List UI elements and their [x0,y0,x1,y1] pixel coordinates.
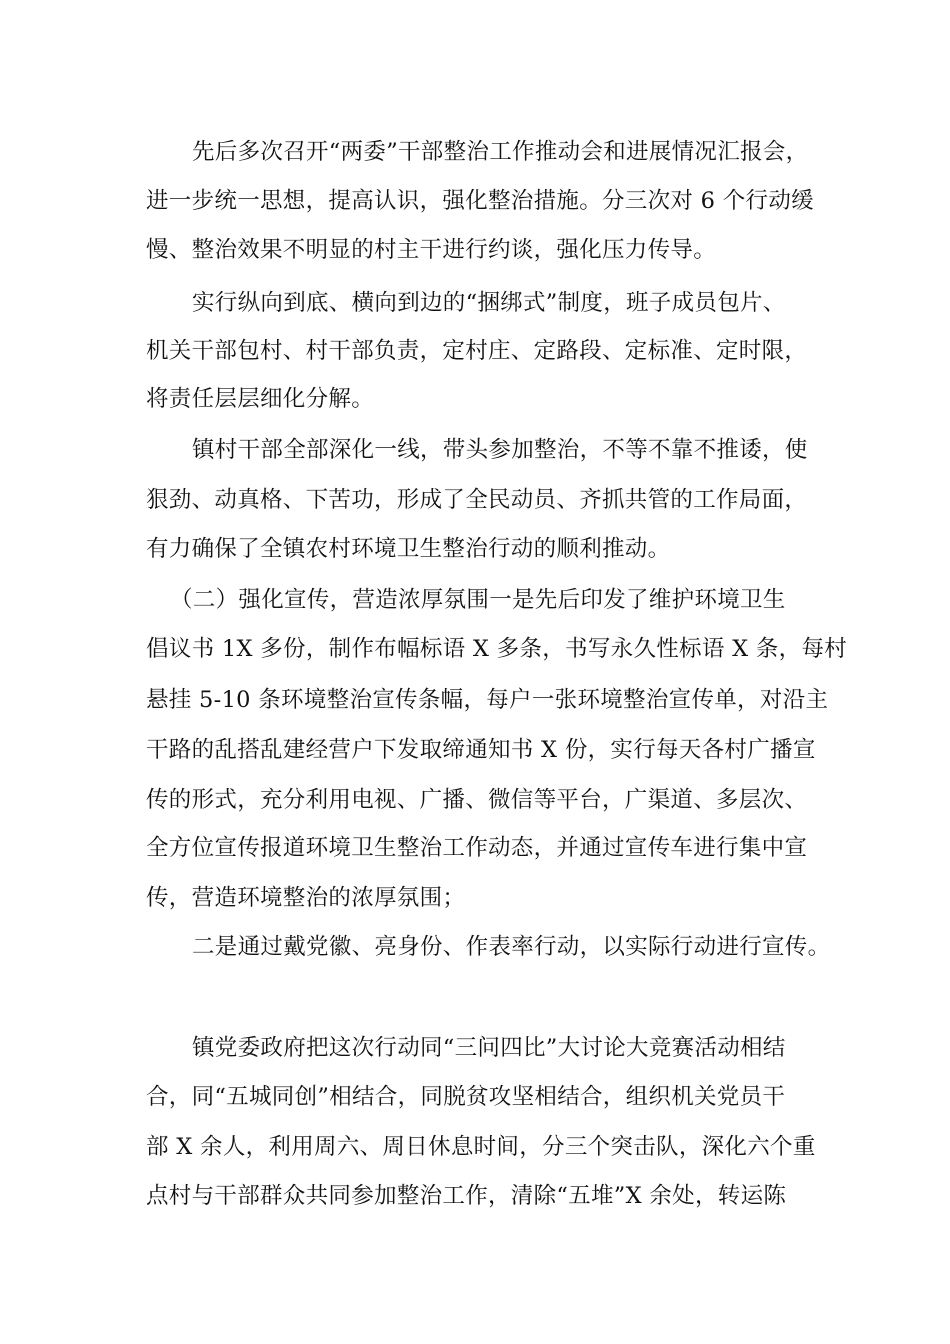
paragraph-2-line-3: 将责任层层细化分解。 [146,386,375,412]
paragraph-1-line-1: 先后多次召开“两委”干部整治工作推动会和进展情况汇报会， [192,139,809,165]
paragraph-4-line-7: 传，营造环境整治的浓厚氛围； [146,885,466,911]
paragraph-2-line-1: 实行纵向到底、横向到边的“捆绑式”制度，班子成员包片、 [192,290,786,316]
paragraph-3-line-2: 狠劲、动真格、下苦功，形成了全民动员、齐抓共管的工作局面， [146,487,808,513]
paragraph-6-line-3: 部 X 余人，利用周六、周日休息时间，分三个突击队，深化六个重 [146,1134,816,1160]
paragraph-2-line-2: 机关干部包村、村干部负责，定村庄、定路段、定标准、定时限， [146,338,808,364]
paragraph-4-line-6: 全方位宣传报道环境卫生整治工作动态，并通过宣传车进行集中宣 [146,835,808,861]
paragraph-6-line-1: 镇党委政府把这次行动同“三问四比”大讨论大竞赛活动相结 [192,1035,786,1061]
paragraph-1-line-3: 慢、整治效果不明显的村主干进行约谈，强化压力传导。 [146,237,717,263]
paragraph-3-line-3: 有力确保了全镇农村环境卫生整治行动的顺利推动。 [146,536,671,562]
paragraph-4-line-2: 倡议书 1X 多份，制作布幅标语 X 多条，书写永久性标语 X 条，每村 [146,636,848,662]
paragraph-1-line-2: 进一步统一思想，提高认识，强化整治措施。分三次对 6 个行动缓 [146,188,814,214]
paragraph-6-line-4: 点村与干部群众共同参加整治工作，清除“五堆”X 余处，转运陈 [146,1183,787,1209]
paragraph-5-line-1: 二是通过戴党徽、亮身份、作表率行动，以实际行动进行宣传。 [192,934,831,960]
paragraph-4-line-4: 干路的乱搭乱建经营户下发取缔通知书 X 份，实行每天各村广播宣 [146,737,816,763]
paragraph-4-line-3: 悬挂 5-10 条环境整治宣传条幅，每户一张环境整治宣传单，对沿主 [146,687,829,713]
paragraph-6-line-2: 合，同“五城同创”相结合，同脱贫攻坚相结合，组织机关党员干 [146,1084,786,1110]
paragraph-4-line-1: （二）强化宣传，营造浓厚氛围一是先后印发了维护环境卫生 [170,587,786,613]
paragraph-3-line-1: 镇村干部全部深化一线，带头参加整治，不等不靠不推诿，使 [192,437,808,463]
paragraph-4-line-5: 传的形式，充分利用电视、广播、微信等平台，广渠道、多层次、 [146,787,808,813]
